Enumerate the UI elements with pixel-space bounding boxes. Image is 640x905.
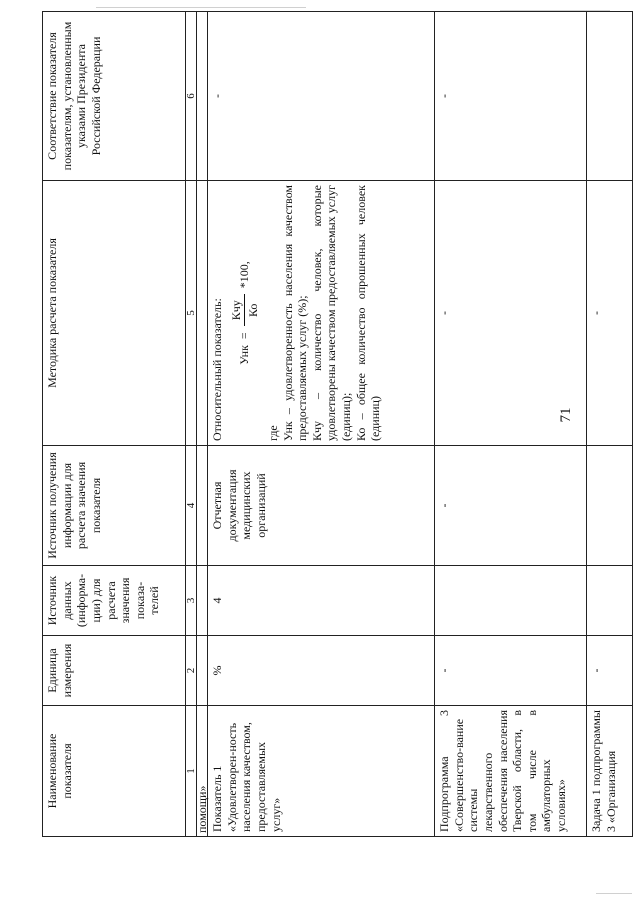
- formula-equals: =: [237, 332, 252, 340]
- subprogram-compliance: -: [435, 12, 587, 181]
- subprogram-name: Подпрограмма 3 «Совершенство-вание системы лекарственного обеспечения населения Тверской области, в том числе в амбулаторных условиях»: [435, 706, 587, 837]
- task-calculation-method: -: [587, 181, 633, 446]
- method-definition: Ко – общее количество опрошенных человек (единиц): [353, 185, 383, 441]
- indicator-data-source: 4: [208, 566, 435, 636]
- formula-denominator: Ко: [246, 303, 261, 317]
- column-number: 4: [186, 446, 197, 566]
- column-number-row: [186, 12, 197, 837]
- column-number: 5: [186, 181, 197, 446]
- column-number: 6: [186, 12, 197, 181]
- header-presidential-compliance: Соответствие показателя показателям, установленным указами Президента Российской Федерации: [43, 12, 186, 181]
- task-compliance: [587, 12, 633, 181]
- subprogram-calculation-method: -: [435, 181, 587, 446]
- subprogram-unit: -: [435, 636, 587, 706]
- table-row: [587, 12, 633, 837]
- task-name: Задача 1 подпрограммы 3 «Организация: [587, 706, 633, 837]
- subprogram-data-source: [435, 566, 587, 636]
- method-formula: [229, 185, 261, 441]
- header-row: [43, 12, 186, 837]
- page-number: 71: [558, 407, 574, 423]
- method-definition: Унк – удовлетворенность населения качеством предоставляемых услуг (%);: [280, 185, 310, 441]
- table-row: [435, 12, 587, 837]
- indicator-name: Показатель 1 «Удовлетворен-ность населения качеством, предоставляемых услуг»: [208, 706, 435, 837]
- method-where: где: [265, 425, 280, 441]
- header-indicator-name: Наименование показателя: [43, 706, 186, 837]
- subprogram-information-source: -: [435, 446, 587, 566]
- formula-lhs: Унк: [237, 345, 252, 365]
- indicator-unit: %: [208, 636, 435, 706]
- method-definition: Кчу – количество человек, которые удовлетворены качеством предоставляемых услуг (единиц);: [309, 185, 353, 441]
- task-data-source: [587, 566, 633, 636]
- formula-fraction: [229, 294, 261, 326]
- indicator-calculation-method: [208, 181, 435, 446]
- formula-numerator: Кчу: [229, 294, 246, 326]
- task-information-source: [587, 446, 633, 566]
- header-unit: Единица измерения: [43, 636, 186, 706]
- column-number: 3: [186, 566, 197, 636]
- table-row: [208, 12, 435, 837]
- formula-multiplier: *100,: [237, 261, 252, 289]
- column-number: 1: [186, 706, 197, 837]
- indicator-compliance: -: [208, 12, 435, 181]
- method-intro: Относительный показатель:: [210, 298, 224, 441]
- header-calculation-method: Методика расчета показателя: [43, 181, 186, 446]
- column-number: 2: [186, 636, 197, 706]
- header-information-source: Источник получения информации для расчета значения показателя: [43, 446, 186, 566]
- task-unit: -: [587, 636, 633, 706]
- indicators-table: [42, 11, 633, 837]
- continuation-text: помощи»: [197, 706, 208, 837]
- header-data-source: Источник данных (информа-ции) для расчета значения показа-телей: [43, 566, 186, 636]
- continuation-row: [197, 12, 208, 837]
- indicator-information-source: Отчетная документация медицинских организаций: [208, 446, 435, 566]
